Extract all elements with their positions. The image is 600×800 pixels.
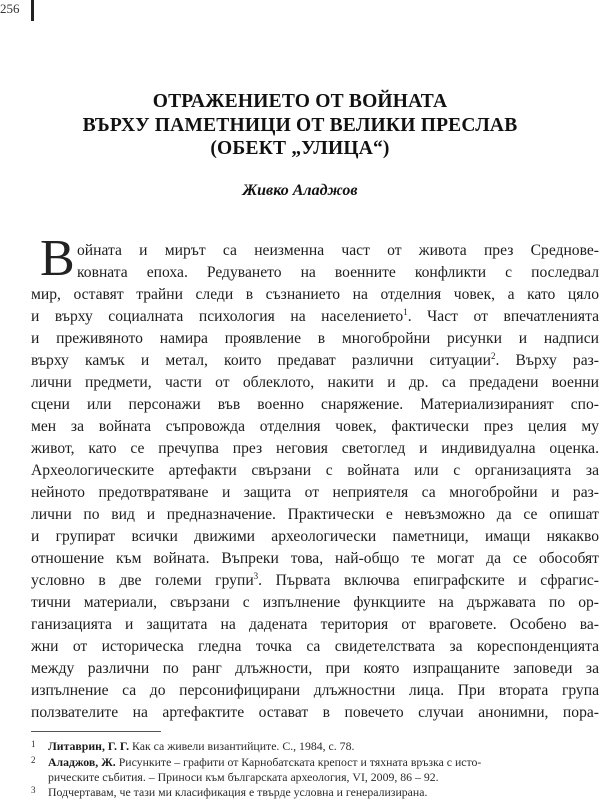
body-line: [31, 350, 599, 371]
body-text: . Част от впечатленията: [407, 308, 599, 325]
footnote-ref[interactable]: 2: [490, 351, 496, 361]
title-line: ВЪРХУ ПАМЕТНИЦИ ОТ ВЕЛИКИ ПРЕСЛАВ: [82, 114, 518, 136]
body-line: лични предмети, части от облеклото, накити и др. са предадени военни: [31, 374, 599, 391]
body-line: жни от историческа гледна точка са свидетелствата за кореспонденцията: [31, 638, 599, 655]
body-line: сцени или персонажи във военно снаряжение. Материализираният спо-: [31, 396, 599, 413]
title-line: ОТРАЖЕНИЕТО ОТ ВОЙНАТА: [152, 91, 448, 112]
body-line: изпълнение са до персонифицирани длъжностни лица. При втората група: [31, 682, 599, 699]
body-text: върху камък и метал, които предават различни ситуации: [31, 352, 491, 369]
body-line: [31, 570, 599, 591]
footnote-text: Подчертавам, че тази ми класификация е твърде условна и генерализирана.: [48, 785, 428, 799]
footnote-ref[interactable]: 3: [253, 571, 259, 581]
body-line: и преживяното намира проявление в многобройни рисунки и надписи: [31, 330, 599, 347]
footnote-number: 3: [31, 785, 36, 795]
footnote-number: 2: [31, 755, 36, 765]
body-line: тични материали, свързани с изпълнение функциите на държавата по ор-: [31, 594, 599, 611]
footnote-number: 1: [31, 739, 36, 749]
body-line: между различни по ранг длъжности, при която изпращаните заповеди за: [31, 660, 599, 677]
body-line: ковната епоха. Редуването на военните конфликти с последвал: [77, 264, 599, 281]
title-line: (ОБЕКТ „УЛИЦА“): [210, 138, 390, 159]
body-line: Археологическите артефакти свързани с войната или с организацията за: [31, 462, 599, 479]
body-line: ганизацията и защитата на дадената територия от враговете. Особено ва-: [31, 616, 599, 633]
body-text: . Първата включва епиграфските и сфрагис-: [258, 572, 600, 589]
page-number: 256: [0, 1, 20, 16]
body-text: и върху социалната психология на населението: [31, 308, 404, 325]
article-title: [0, 90, 600, 161]
footnote-text: рическите събития. – Приноси към българската археология, VI, 2009, 86 – 92.: [48, 770, 439, 784]
drop-cap: В: [40, 230, 75, 287]
body-line: нейното предотвратяване и защита от неприятеля са многобройни и раз-: [31, 484, 599, 501]
footnote-author: Аладжов, Ж.: [48, 755, 116, 769]
body-line: живот, като се пречупва през неговия светоглед и индивидуална оценка.: [31, 440, 599, 457]
footnote-author: Литаврин, Г. Г.: [48, 739, 130, 753]
article-author: Живко Аладжов: [242, 182, 358, 199]
footnote-ref[interactable]: 1: [403, 307, 408, 317]
body-line: лични по вид и предназначение. Практически е невъзможно да се опишат: [31, 506, 599, 523]
body-line: и групират всички движими археологически паметници, имащи някакво: [31, 528, 599, 545]
body-text: . Върху раз-: [495, 352, 600, 369]
body-line: отношение към войната. Въпреки това, най-общо те могат да се обособят: [31, 550, 599, 567]
body-text: условно в две големи групи: [31, 572, 254, 589]
body-line: ползвателите на артефактите остават в повечето случаи анонимни, пора-: [31, 704, 599, 721]
body-line: мир, оставят трайни следи в съзнанието на отделния човек, а като цяло: [31, 286, 599, 303]
footnote-text: Рисунките – графити от Карнобатската крепост и тяхната връзка с исто-: [115, 755, 482, 769]
page-number-rule: [31, 0, 34, 21]
body-line: мен за войната съпровожда отделния човек, фактически през целия му: [31, 418, 599, 435]
footnote-text: Как са живели византийците. С., 1984, с. 78.: [129, 739, 355, 753]
body-line: ойната и мирът са неизменна част от живота през Среднове-: [77, 242, 599, 259]
body-line: [31, 306, 599, 327]
footnote-rule: [31, 731, 161, 732]
